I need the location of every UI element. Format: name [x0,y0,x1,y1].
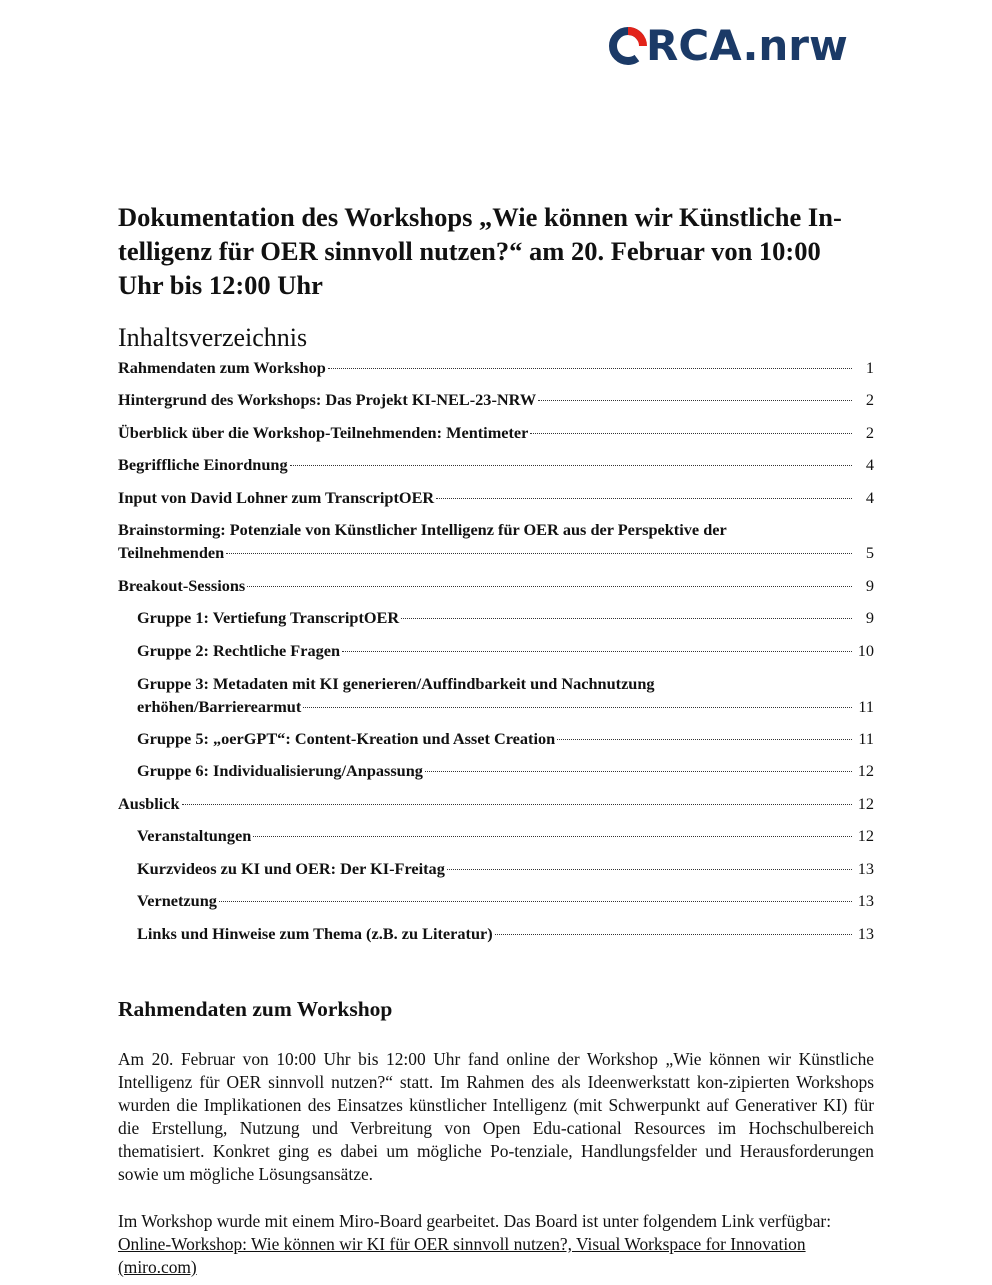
orca-nrw-logo [608,21,848,70]
toc-heading: Inhaltsverzeichnis [118,323,308,352]
toc-leader [557,738,852,740]
toc-page-number: 11 [858,729,874,748]
toc-leader [538,399,852,401]
toc-entry-label: Rahmendaten zum Workshop [118,358,326,377]
toc-leader [253,835,852,837]
toc-entry-gruppe-6[interactable] [137,759,874,782]
toc-leader [328,367,852,369]
logo-wordmark: RCA.nrw [646,21,848,70]
toc-page-number: 5 [865,543,874,562]
toc-entry-label: Teilnehmenden [118,543,225,562]
toc-page-number: 4 [865,488,874,507]
toc-entry-gruppe-3[interactable] [137,672,874,718]
title-line: telligenz für OER sinnvoll nutzen?“ am 20. Februar von 10:00 [118,236,821,266]
title-line: Dokumentation des Workshops „Wie können wir Künstliche In- [118,202,842,232]
toc-entry-label: Begriffliche Einordnung [118,455,288,474]
toc-leader [219,900,852,902]
toc-leader [342,650,852,652]
toc-entry-label: Vernetzung [137,891,217,910]
toc-page-number: 10 [857,641,874,660]
toc-entry-label: Gruppe 1: Vertiefung TranscriptOER [137,608,400,627]
toc-entry-label: Gruppe 6: Individualisierung/Anpassung [137,761,423,780]
toc-page-number: 1 [865,358,874,377]
toc-page-number: 12 [857,826,874,845]
toc-page-number: 12 [857,761,874,780]
toc-entry-label: Breakout-Sessions [118,576,246,595]
toc-entry-links-hinweise[interactable] [137,922,874,945]
toc-entry-input[interactable] [118,486,874,509]
toc-page-number: 9 [865,608,874,627]
toc-entry-label: Veranstaltungen [137,826,252,845]
toc-leader [447,868,852,870]
toc-entry-brainstorming[interactable] [118,518,874,564]
toc-leader [182,803,852,805]
toc-entry-ausblick[interactable] [118,792,874,815]
toc-entry-label-line1: Brainstorming: Potenziale von Künstlicher Intelligenz für OER aus der Perspektive der [118,520,727,539]
section-heading: Rahmendaten zum Workshop [118,997,393,1021]
toc-leader [425,770,852,772]
toc-leader [495,933,852,935]
toc-page-number: 9 [865,576,874,595]
toc-entry-gruppe-1[interactable] [137,606,874,629]
orca-o-icon [608,26,648,66]
toc-entry-kurzvideos[interactable] [137,857,874,880]
toc-entry-breakout-sessions[interactable] [118,574,874,597]
toc-entry-label: Input von David Lohner zum TranscriptOER [118,488,435,507]
miro-board-link[interactable]: Online-Workshop: Wie können wir KI für OER sinnvoll nutzen?, Visual Workspace for Innovation (miro.com) [118,1234,806,1277]
toc-entry-hintergrund[interactable] [118,388,874,411]
toc-entry-gruppe-5[interactable] [137,727,874,750]
document-title [118,200,878,302]
toc-entry-label: Gruppe 2: Rechtliche Fragen [137,641,341,660]
toc-entry-ueberblick[interactable] [118,421,874,444]
toc-leader [290,464,852,466]
toc-leader [401,617,852,619]
toc-leader [247,585,852,587]
toc-page-number: 2 [865,390,874,409]
toc-entry-label: Hintergrund des Workshops: Das Projekt KI-NEL-23-NRW [118,390,537,409]
toc-leader [436,497,852,499]
toc-entry-label: Links und Hinweise zum Thema (z.B. zu Literatur) [137,924,493,943]
paragraph-rahmendaten: Am 20. Februar von 10:00 Uhr bis 12:00 Uhr fand online der Workshop „Wie können wir Künstliche Intelligenz für OER sinnvoll nutzen?“ statt. Im Rahmen des als Ideenwerkstatt kon-zipierten Workshops wurden die Implikationen des Einsatzes künstlicher Intelligenz (mit Schwerpunkt auf Generativer KI) für die Erstellung, Nutzung und Verbreitung von Open Edu-cational Resources im Hochschulbereich thematisiert. Konkret ging es dabei um mögliche Po-tenziale, Handlungsfelder und Herausforderungen sowie um mögliche Lösungsansätze. [118,1049,874,1184]
toc-leader [530,432,852,434]
toc-entry-label: Ausblick [118,794,180,813]
toc-page-number: 13 [857,891,874,910]
toc-entry-label-line1: Gruppe 3: Metadaten mit KI generieren/Auffindbarkeit und Nachnutzung [137,674,655,693]
toc-page-number: 13 [857,859,874,878]
paragraph-miro [118,1210,874,1279]
toc-page-number: 4 [865,455,874,474]
toc-entry-veranstaltungen[interactable] [137,824,874,847]
toc-entry-begriffliche-einordnung[interactable] [118,453,874,476]
paragraph-miro-text: Im Workshop wurde mit einem Miro-Board gearbeitet. Das Board ist unter folgendem Link verfügbar: [118,1211,832,1231]
toc-leader [303,706,852,708]
toc-entry-rahmendaten[interactable] [118,356,874,379]
toc-entry-label: erhöhen/Barrierearmut [137,697,302,716]
toc-entry-label: Überblick über die Workshop-Teilnehmenden: Mentimeter [118,423,529,442]
toc-entry-label: Gruppe 5: „oerGPT“: Content-Kreation und Asset Creation [137,729,556,748]
toc-page-number: 2 [865,423,874,442]
toc-page-number: 11 [858,697,874,716]
toc-entry-gruppe-2[interactable] [137,639,874,662]
toc-entry-label: Kurzvideos zu KI und OER: Der KI-Freitag [137,859,445,878]
toc-page-number: 12 [857,794,874,813]
toc-leader [226,552,852,554]
toc-entry-vernetzung[interactable] [137,889,874,912]
toc-page-number: 13 [857,924,874,943]
title-line: Uhr bis 12:00 Uhr [118,270,323,300]
